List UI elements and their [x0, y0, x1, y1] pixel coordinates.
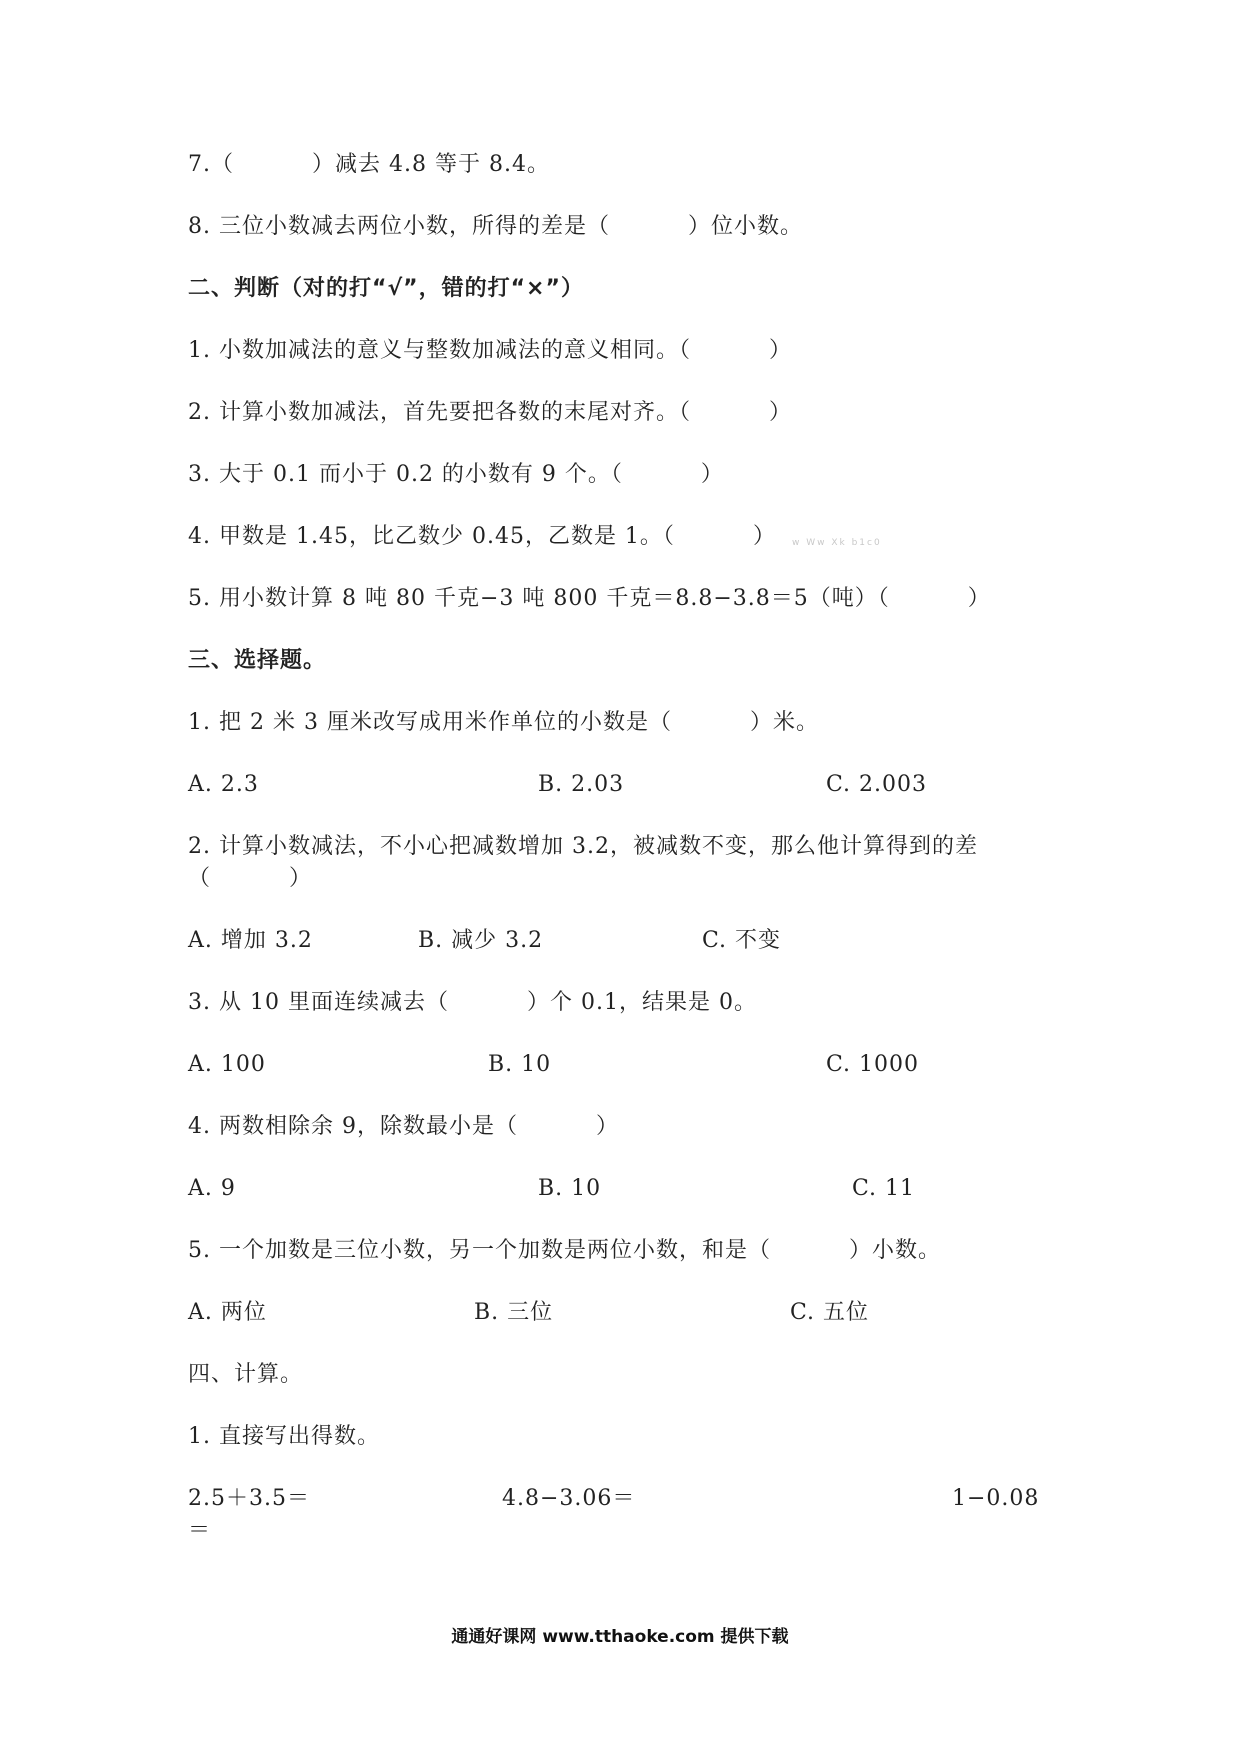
q1-option-c: C. 2.003 [826, 772, 928, 797]
section-4-heading: 四、计算。 [188, 1362, 304, 1387]
watermark-text: w Ww Xk b1c0 [792, 538, 882, 548]
q1-option-a: A. 2.3 [188, 772, 259, 797]
judge-item-1: 1. 小数加减法的意义与整数加减法的意义相同。（ ） [188, 338, 793, 363]
choice-question-5: 5. 一个加数是三位小数，另一个加数是两位小数，和是（ ）小数。 [188, 1238, 942, 1263]
choice-question-3: 3. 从 10 里面连续减去（ ）个 0.1，结果是 0。 [188, 990, 757, 1015]
q3-option-a: A. 100 [188, 1052, 266, 1077]
judge-item-3: 3. 大于 0.1 而小于 0.2 的小数有 9 个。（ ） [188, 462, 724, 487]
q5-option-b: B. 三位 [474, 1300, 554, 1325]
section-2-heading: 二、判断（对的打“√”，错的打“×”） [188, 276, 584, 301]
judge-item-4: 4. 甲数是 1.45，比乙数少 0.45，乙数是 1。（ ） [188, 524, 776, 549]
choice-question-1: 1. 把 2 米 3 厘米改写成用米作单位的小数是（ ）米。 [188, 710, 819, 735]
q3-option-b: B. 10 [488, 1052, 552, 1077]
expr-1: 2.5＋3.5＝ [188, 1486, 310, 1511]
calc-subheading: 1. 直接写出得数。 [188, 1424, 380, 1449]
q4-option-b: B. 10 [538, 1176, 602, 1201]
q5-option-a: A. 两位 [188, 1300, 267, 1325]
expr-3: 1−0.08 [952, 1486, 1040, 1511]
judge-item-2: 2. 计算小数加减法，首先要把各数的末尾对齐。（ ） [188, 400, 793, 425]
q2-option-a: A. 增加 3.2 [188, 928, 313, 953]
choice-question-2: 2. 计算小数减法，不小心把减数增加 3.2，被减数不变，那么他计算得到的差 [188, 834, 978, 859]
q5-option-c: C. 五位 [790, 1300, 870, 1325]
q1-option-b: B. 2.03 [538, 772, 625, 797]
question-7: 7.（ ）减去 4.8 等于 8.4。 [188, 152, 550, 177]
judge-item-5: 5. 用小数计算 8 吨 80 千克−3 吨 800 千克＝8.8−3.8＝5（吨）（ ） [188, 586, 991, 611]
question-8: 8. 三位小数减去两位小数，所得的差是（ ）位小数。 [188, 214, 804, 239]
q4-option-c: C. 11 [852, 1176, 916, 1201]
expr-2: 4.8−3.06＝ [502, 1486, 636, 1511]
q4-option-a: A. 9 [188, 1176, 236, 1201]
q3-option-c: C. 1000 [826, 1052, 920, 1077]
section-3-heading: 三、选择题。 [188, 648, 327, 673]
expr-3-wrap: ＝ [188, 1518, 212, 1543]
q2-option-b: B. 减少 3.2 [418, 928, 544, 953]
footer-credit: 通通好课网 www.tthaoke.com 提供下载 [451, 1627, 789, 1647]
choice-question-4: 4. 两数相除余 9，除数最小是（ ） [188, 1114, 619, 1139]
choice-question-2-blank: （ ） [188, 866, 313, 891]
q2-option-c: C. 不变 [702, 928, 782, 953]
